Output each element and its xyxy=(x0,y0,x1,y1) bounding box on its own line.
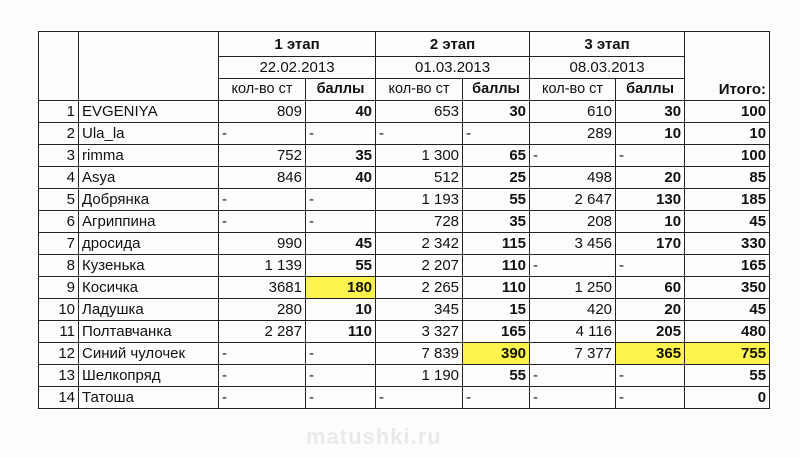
stage-3-points: - xyxy=(616,255,685,277)
stage-2-points: 165 xyxy=(463,321,530,343)
stage-header-row xyxy=(39,32,770,57)
stage-2-qty: 1 300 xyxy=(376,145,463,167)
row-index: 7 xyxy=(39,233,79,255)
table-row xyxy=(39,123,770,145)
stage-1-points: 40 xyxy=(306,101,376,123)
stage-1-qty: 990 xyxy=(219,233,306,255)
stage-2-points: - xyxy=(463,387,530,409)
stage-3-qty: - xyxy=(530,387,616,409)
stage-3-qty: 208 xyxy=(530,211,616,233)
stage-3-points: - xyxy=(616,387,685,409)
row-index: 13 xyxy=(39,365,79,387)
row-index: 1 xyxy=(39,101,79,123)
stage-1-points: - xyxy=(306,365,376,387)
stage-3-qty: 289 xyxy=(530,123,616,145)
table-row xyxy=(39,189,770,211)
table-row xyxy=(39,101,770,123)
stage-1-points: 35 xyxy=(306,145,376,167)
stage-2-points: 55 xyxy=(463,365,530,387)
stage-1-points: 55 xyxy=(306,255,376,277)
participant-name: Татоша xyxy=(79,387,219,409)
total-points: 0 xyxy=(685,387,770,409)
stage-3-points: 20 xyxy=(616,167,685,189)
stage-2-qty: 3 327 xyxy=(376,321,463,343)
stage-2-points: 30 xyxy=(463,101,530,123)
stage-1-qty: - xyxy=(219,189,306,211)
total-points: 10 xyxy=(685,123,770,145)
qty-header: кол-во ст xyxy=(376,79,463,101)
table-row xyxy=(39,211,770,233)
stage-1-label: 1 этап xyxy=(219,32,376,57)
participant-name: Ula_la xyxy=(79,123,219,145)
stage-3-qty: 420 xyxy=(530,299,616,321)
total-points: 85 xyxy=(685,167,770,189)
stage-1-qty: - xyxy=(219,343,306,365)
stage-3-label: 3 этап xyxy=(530,32,685,57)
stage-2-qty: 2 207 xyxy=(376,255,463,277)
total-points: 350 xyxy=(685,277,770,299)
stage-2-qty: 653 xyxy=(376,101,463,123)
stage-3-qty: 3 456 xyxy=(530,233,616,255)
row-index: 10 xyxy=(39,299,79,321)
stage-2-points: 65 xyxy=(463,145,530,167)
stage-3-points: 10 xyxy=(616,211,685,233)
stage-3-points: 30 xyxy=(616,101,685,123)
participant-name: EVGENIYA xyxy=(79,101,219,123)
watermark: matushki.ru xyxy=(306,424,442,449)
stage-3-qty: 4 116 xyxy=(530,321,616,343)
stage-2-points: 35 xyxy=(463,211,530,233)
stage-3-date: 08.03.2013 xyxy=(530,57,685,79)
name-header xyxy=(79,32,219,101)
stage-3-qty: - xyxy=(530,255,616,277)
table-row xyxy=(39,321,770,343)
table-row xyxy=(39,277,770,299)
participant-name: дросида xyxy=(79,233,219,255)
table-row xyxy=(39,167,770,189)
table-row xyxy=(39,233,770,255)
participant-name: Косичка xyxy=(79,277,219,299)
points-header: баллы xyxy=(463,79,530,101)
stage-1-qty: - xyxy=(219,387,306,409)
table-row xyxy=(39,145,770,167)
stage-1-qty: 1 139 xyxy=(219,255,306,277)
row-index: 8 xyxy=(39,255,79,277)
stage-1-qty: 846 xyxy=(219,167,306,189)
row-index: 5 xyxy=(39,189,79,211)
stage-2-qty: - xyxy=(376,123,463,145)
stage-3-points: - xyxy=(616,365,685,387)
qty-header: кол-во ст xyxy=(530,79,616,101)
row-index: 3 xyxy=(39,145,79,167)
stage-1-qty: 3681 xyxy=(219,277,306,299)
stage-2-qty: 345 xyxy=(376,299,463,321)
stage-3-points: 205 xyxy=(616,321,685,343)
stage-2-points: 390 xyxy=(463,343,530,365)
row-index: 14 xyxy=(39,387,79,409)
stage-3-points: 60 xyxy=(616,277,685,299)
stage-2-qty: 1 190 xyxy=(376,365,463,387)
participant-name: Asya xyxy=(79,167,219,189)
stage-2-points: 115 xyxy=(463,233,530,255)
stage-3-points: 20 xyxy=(616,299,685,321)
row-index: 12 xyxy=(39,343,79,365)
table-row xyxy=(39,255,770,277)
stage-2-qty: 2 265 xyxy=(376,277,463,299)
total-header: Итого: xyxy=(685,32,770,101)
stage-2-qty: - xyxy=(376,387,463,409)
stage-2-points: 110 xyxy=(463,255,530,277)
stage-1-qty: 280 xyxy=(219,299,306,321)
participant-name: Ладушка xyxy=(79,299,219,321)
table-row xyxy=(39,365,770,387)
points-header: баллы xyxy=(616,79,685,101)
stage-1-qty: 809 xyxy=(219,101,306,123)
total-points: 100 xyxy=(685,145,770,167)
total-points: 45 xyxy=(685,211,770,233)
stage-1-points: - xyxy=(306,123,376,145)
stage-1-qty: - xyxy=(219,211,306,233)
stage-1-points: - xyxy=(306,343,376,365)
stage-3-qty: 610 xyxy=(530,101,616,123)
stage-2-points: 110 xyxy=(463,277,530,299)
row-index: 4 xyxy=(39,167,79,189)
stage-3-points: - xyxy=(616,145,685,167)
stage-1-points: - xyxy=(306,189,376,211)
stage-1-date: 22.02.2013 xyxy=(219,57,376,79)
row-index: 11 xyxy=(39,321,79,343)
total-points: 480 xyxy=(685,321,770,343)
stage-1-points: 110 xyxy=(306,321,376,343)
stage-3-points: 10 xyxy=(616,123,685,145)
stage-3-points: 365 xyxy=(616,343,685,365)
total-points: 330 xyxy=(685,233,770,255)
table-row xyxy=(39,299,770,321)
participant-name: Шелкопряд xyxy=(79,365,219,387)
stage-2-date: 01.03.2013 xyxy=(376,57,530,79)
total-points: 55 xyxy=(685,365,770,387)
stage-3-points: 130 xyxy=(616,189,685,211)
stage-2-qty: 512 xyxy=(376,167,463,189)
row-index: 6 xyxy=(39,211,79,233)
participant-name: Агриппина xyxy=(79,211,219,233)
stage-2-points: 15 xyxy=(463,299,530,321)
qty-header: кол-во ст xyxy=(219,79,306,101)
participant-name: Синий чулочек xyxy=(79,343,219,365)
stage-1-qty: - xyxy=(219,123,306,145)
points-header: баллы xyxy=(306,79,376,101)
stage-2-qty: 728 xyxy=(376,211,463,233)
stage-3-points: 170 xyxy=(616,233,685,255)
stage-2-points: 25 xyxy=(463,167,530,189)
stage-3-qty: - xyxy=(530,145,616,167)
row-index: 9 xyxy=(39,277,79,299)
table-row xyxy=(39,387,770,409)
stage-1-points: 10 xyxy=(306,299,376,321)
stage-2-label: 2 этап xyxy=(376,32,530,57)
stage-3-qty: 2 647 xyxy=(530,189,616,211)
stage-3-qty: 498 xyxy=(530,167,616,189)
stage-1-points: 45 xyxy=(306,233,376,255)
participant-name: Добрянка xyxy=(79,189,219,211)
total-points: 100 xyxy=(685,101,770,123)
stage-1-qty: 2 287 xyxy=(219,321,306,343)
index-header xyxy=(39,32,79,101)
stage-3-qty: 7 377 xyxy=(530,343,616,365)
stage-2-qty: 1 193 xyxy=(376,189,463,211)
stage-3-qty: 1 250 xyxy=(530,277,616,299)
stage-2-qty: 2 342 xyxy=(376,233,463,255)
stage-2-qty: 7 839 xyxy=(376,343,463,365)
stage-3-qty: - xyxy=(530,365,616,387)
stage-1-qty: - xyxy=(219,365,306,387)
table-row xyxy=(39,343,770,365)
participant-name: Кузенька xyxy=(79,255,219,277)
stage-1-qty: 752 xyxy=(219,145,306,167)
total-points: 165 xyxy=(685,255,770,277)
stage-1-points: - xyxy=(306,387,376,409)
stage-1-points: 180 xyxy=(306,277,376,299)
total-points: 45 xyxy=(685,299,770,321)
total-points: 185 xyxy=(685,189,770,211)
stage-1-points: 40 xyxy=(306,167,376,189)
stage-2-points: - xyxy=(463,123,530,145)
stage-2-points: 55 xyxy=(463,189,530,211)
total-points: 755 xyxy=(685,343,770,365)
stage-1-points: - xyxy=(306,211,376,233)
row-index: 2 xyxy=(39,123,79,145)
participant-name: Полтавчанка xyxy=(79,321,219,343)
participant-name: rimma xyxy=(79,145,219,167)
results-table xyxy=(38,31,770,409)
